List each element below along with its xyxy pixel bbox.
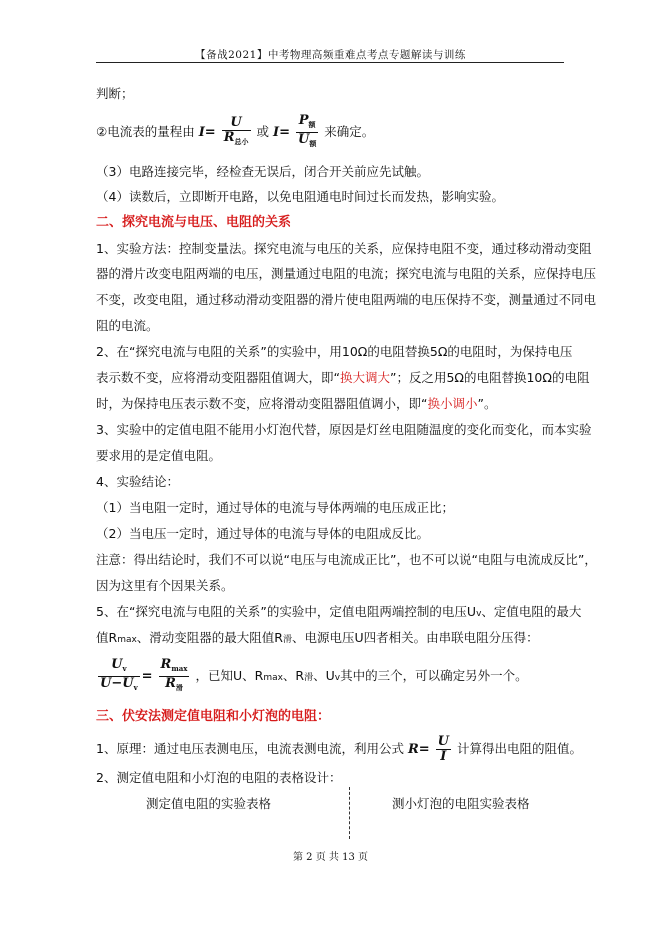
fraction-numerator <box>98 658 140 677</box>
formula-subscript: 额 <box>308 120 316 129</box>
formula-symbol: R <box>223 130 235 145</box>
page-footer: 第 2 页 共 13 页 <box>293 852 368 863</box>
text-line: （1）当电阻一定时，通过导体的电流与导体两端的电压成正比； <box>96 500 454 515</box>
ammeter-range-line <box>96 114 566 150</box>
fraction-numerator: U <box>437 734 449 749</box>
text-line: 因为这里有个因果关系。 <box>96 578 234 593</box>
text-span: 或 <box>256 124 269 139</box>
fraction-denominator: I <box>440 749 447 764</box>
text-line: 不变，改变电阻，通过移动滑动变阻器的滑片使电阻两端的电压保持不变，测量通过不同电 <box>96 292 597 307</box>
formula-subscript: 额 <box>309 139 317 148</box>
formula-symbol: R <box>407 742 419 757</box>
principle-line <box>96 732 582 766</box>
text-span: 、电源电压U四者相关。由串联电阻分压得： <box>292 630 539 645</box>
text-span: ”。 <box>477 396 497 411</box>
formula-symbol: R <box>165 676 176 691</box>
text-line: （4）读数后，立即断开电路，以免电阻通电时间过长而发热，影响实验。 <box>96 189 504 204</box>
text-span: ”；反之用5Ω的电阻替换10Ω的电阻 <box>390 370 590 385</box>
text-span: 1、原理：通过电压表测电压，电流表测电流，利用公式 <box>96 741 404 756</box>
formula-symbol: P <box>298 113 309 128</box>
formula-subscript: v <box>122 664 127 673</box>
text-subscript: max <box>263 673 283 683</box>
formula-symbol: U−U <box>100 676 134 691</box>
header-divider <box>96 62 564 63</box>
text-span: ②电流表的量程由 <box>96 124 195 139</box>
text-line: 2、在“探究电流与电阻的关系”的实验中，用10Ω的电阻替换5Ω的电阻时，为保持电压 <box>96 344 573 359</box>
fraction-denominator <box>98 677 140 695</box>
text-span: 来确定。 <box>324 124 375 139</box>
section-heading: 三、伏安法测定值电阻和小灯泡的电阻： <box>96 709 331 724</box>
text-line: 要求用的是定值电阻。 <box>96 448 222 463</box>
formula-symbol: R <box>160 657 172 672</box>
text-line <box>96 604 582 622</box>
text-span: 值R <box>96 630 118 645</box>
fraction-denominator <box>222 131 251 149</box>
formula-symbol: U <box>111 657 123 672</box>
text-subscript: 滑 <box>282 635 292 645</box>
text-line: 阻的电流。 <box>96 318 159 333</box>
text-line: 器的滑片改变电阻两端的电压，测量通过电阻的电流；探究电流与电阻的关系，应保持电压 <box>96 266 597 281</box>
text-span: 表示数不变，应将滑动变阻器阻值调大，即“ <box>96 370 340 385</box>
text-span: 时，为保持电压表示数不变，应将滑动变阻器阻值调小，即“ <box>96 396 428 411</box>
text-span: 、定值电阻的最大 <box>481 604 582 619</box>
text-line: 2、测定值电阻和小灯泡的电阻的表格设计： <box>96 770 342 785</box>
column-divider <box>349 787 350 839</box>
formula-subscript: v <box>133 683 138 692</box>
formula-fraction <box>222 116 251 149</box>
text-span: 、滑动变阻器的最大阻值R <box>136 630 283 645</box>
formula-symbol: I <box>198 125 205 140</box>
text-span: 、U <box>313 668 335 683</box>
text-subscript: v <box>334 673 341 683</box>
formula-symbol: = <box>204 125 216 140</box>
section-heading: 二、探究电流与电压、电阻的关系 <box>96 215 292 230</box>
text-line: （2）当电压一定时，通过导体的电流与导体的电阻成反比。 <box>96 526 429 541</box>
highlight-text: 换小调小 <box>427 396 478 411</box>
fraction-numerator <box>159 658 190 677</box>
formula-fraction <box>98 658 140 695</box>
text-line: （3）电路连接完毕，经检查无误后，闭合开关前应先试触。 <box>96 164 429 179</box>
table-title-left: 测定值电阻的实验表格 <box>146 796 272 811</box>
page-header: 【备战2021】中考物理高频重难点考点专题解读与训练 <box>195 49 466 61</box>
formula-symbol: U <box>297 132 310 147</box>
text-subscript: v <box>476 609 482 619</box>
fraction-numerator: U <box>222 116 251 131</box>
formula-symbol: = <box>279 125 290 140</box>
fraction-denominator <box>296 133 318 151</box>
formula-fraction <box>296 114 318 151</box>
text-line <box>96 396 566 412</box>
text-line: 3、实验中的定值电阻不能用小灯泡代替，原因是灯丝电阻随温度的变化而变化，而本实验 <box>96 422 592 437</box>
formula-symbol: I <box>272 125 280 140</box>
table-title-right: 测小灯泡的电阻实验表格 <box>392 796 530 811</box>
text-line <box>96 370 590 386</box>
highlight-text: 换大调大 <box>339 370 390 385</box>
formula-fraction <box>159 658 190 695</box>
formula-symbol: = <box>418 742 430 757</box>
text-span: 5、在“探究电流与电阻的关系”的实验中，定值电阻两端控制的电压U <box>96 604 477 619</box>
text-subscript: max <box>117 635 137 645</box>
text-span: 其中的三个，可以确定另外一个。 <box>340 668 528 683</box>
text-line: 注意：得出结论时，我们不可以说“电压与电流成正比”，也不可以说“电阻与电流成反比”， <box>96 552 597 567</box>
text-line: 4、实验结论： <box>96 474 179 489</box>
formula-fraction <box>436 735 451 764</box>
fraction-denominator <box>159 677 190 695</box>
text-line: 判断； <box>96 86 134 101</box>
text-line <box>96 630 566 648</box>
text-span: 计算得出电阻的阻值。 <box>456 741 582 756</box>
formula-symbol: = <box>141 669 153 684</box>
text-span: 、R <box>282 668 305 683</box>
text-subscript: 滑 <box>304 673 314 683</box>
text-line: 1、实验方法：控制变量法。探究电流与电压的关系，应保持电阻不变，通过移动滑动变阻 <box>96 241 592 256</box>
voltage-divider-line <box>96 656 566 696</box>
text-span: ，已知U、R <box>195 668 264 683</box>
formula-subscript: max <box>171 664 188 673</box>
formula-subscript: 总小 <box>234 137 249 146</box>
fraction-numerator <box>296 114 318 133</box>
formula-subscript: 滑 <box>175 683 183 692</box>
